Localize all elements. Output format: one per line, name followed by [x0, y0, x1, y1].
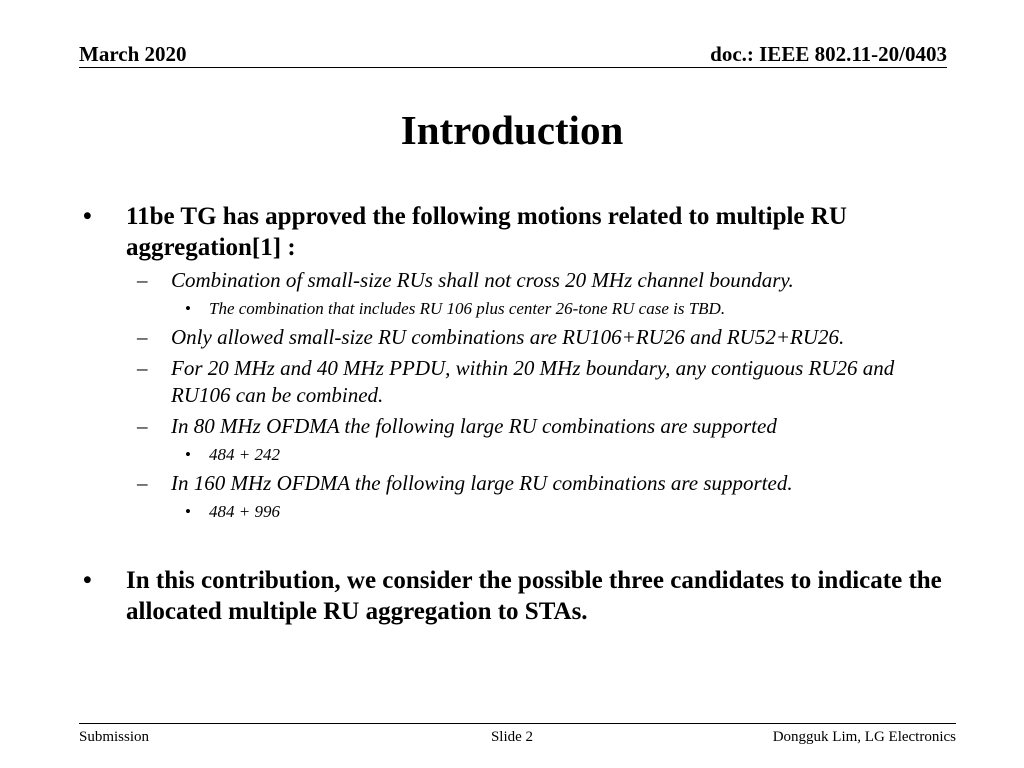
footer-divider: [79, 723, 956, 724]
slide-body: [83, 201, 943, 627]
sub-sub-bullet-text: 484 + 996: [209, 502, 280, 521]
sub-sub-bullet-484-996: [83, 501, 943, 523]
sub-sub-bullet-ru106-tbd: [83, 298, 943, 320]
sub-bullet-text: For 20 MHz and 40 MHz PPDU, within 20 MHz boundary, any contiguous RU26 and RU106 can be combined.: [171, 356, 895, 407]
sub-bullet-text: In 160 MHz OFDMA the following large RU combinations are supported.: [171, 471, 793, 495]
sub-sub-bullet-text: 484 + 242: [209, 445, 280, 464]
bullet-dot-icon: •: [83, 567, 92, 594]
dash-icon: –: [137, 325, 148, 349]
sub-bullet-80-mhz: [83, 413, 943, 440]
header-doc-id: doc.: IEEE 802.11-20/0403: [710, 42, 947, 66]
sub-sub-bullet-text: The combination that includes RU 106 plus center 26-tone RU case is TBD.: [209, 299, 726, 318]
header-date: March 2020: [79, 42, 187, 66]
dash-icon: –: [137, 471, 148, 495]
sub-bullet-text: Only allowed small-size RU combinations are RU106+RU26 and RU52+RU26.: [171, 325, 845, 349]
bullet-text: 11be TG has approved the following motions related to multiple RU aggregation[1] :: [126, 203, 847, 261]
sub-bullet-text: Combination of small-size RUs shall not cross 20 MHz channel boundary.: [171, 268, 794, 292]
sub-bullet-20-40-mhz: [83, 355, 943, 409]
bullet-contribution: [83, 565, 943, 627]
sub-bullet-small-ru-boundary: [83, 267, 943, 294]
dash-icon: –: [137, 414, 148, 438]
sub-bullet-160-mhz: [83, 470, 943, 497]
bullet-dot-icon: •: [185, 502, 191, 521]
bullet-text: In this contribution, we consider the possible three candidates to indicate the allocated multiple RU aggregation to STAs.: [126, 567, 942, 625]
bullet-dot-icon: •: [185, 299, 191, 318]
slide-title: Introduction: [400, 107, 624, 153]
sub-bullet-allowed-combinations: [83, 324, 943, 351]
bullet-approved-motions: [83, 201, 943, 263]
footer-author: Dongguk Lim, LG Electronics: [772, 729, 956, 745]
sub-bullet-text: In 80 MHz OFDMA the following large RU combinations are supported: [171, 414, 777, 438]
bullet-dot-icon: •: [185, 445, 191, 464]
sub-sub-bullet-484-242: [83, 444, 943, 466]
header-divider: [79, 67, 947, 68]
footer-submission: Submission: [79, 729, 150, 745]
bullet-dot-icon: •: [83, 203, 92, 230]
dash-icon: –: [137, 268, 148, 292]
footer-slide-number: Slide 2: [490, 729, 534, 745]
dash-icon: –: [137, 356, 148, 380]
